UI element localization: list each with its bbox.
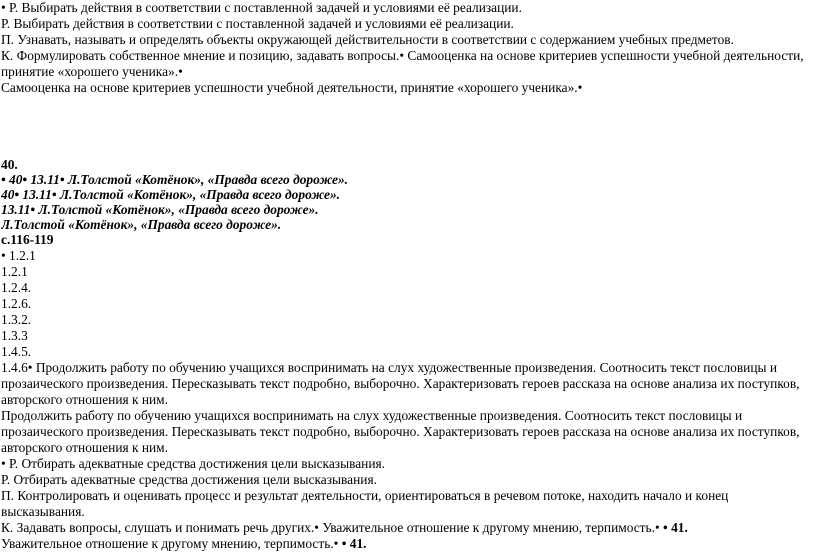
text-line: Продолжить работу по обучению учащихся воспринимать на слух художественные произведения. Соотносить текст пословицы и [1, 408, 743, 423]
code-line: • 1.2.1 [1, 248, 36, 263]
text-line: П. Узнавать, называть и определять объекты окружающей действительности в соответствии с содержанием учебных предметов. [1, 32, 734, 47]
text-line: • Р. Выбирать действия в соответствии с поставленной задачей и условиями её реализации. [1, 0, 522, 15]
lesson-number-next: • 41. [659, 520, 688, 535]
code-line: 1.4.5. [1, 344, 32, 359]
text-line: Самооценка на основе критериев успешности учебной деятельности, принятие «хорошего ученика».• [1, 80, 583, 95]
text-line [1, 520, 813, 536]
text-line: высказывания. [1, 504, 85, 519]
lesson-title-line: Л.Толстой «Котёнок», «Правда всего дороже». [1, 217, 282, 232]
code-line: 1.2.4. [1, 280, 32, 295]
text-line-content: Уважительное отношение к другому мнению, терпимость.• [1, 536, 339, 551]
code-line: 1.3.3 [1, 328, 28, 343]
text-line: К. Формулировать собственное мнение и позицию, задавать вопросы.• Самооценка на основе критериев успешности учебной деятельности, [1, 48, 804, 63]
text-line: 1.4.6• Продолжить работу по обучению учащихся воспринимать на слух художественные произведения. Соотносить текст пословицы и [1, 360, 777, 375]
lesson-number: 40. [1, 157, 18, 172]
code-line: 1.3.2. [1, 312, 32, 327]
page-range: с.116-119 [1, 232, 54, 247]
text-line [1, 536, 813, 552]
code-line: 1.2.1 [1, 264, 28, 279]
text-line: Р. Отбирать адекватные средства достижения цели высказывания. [1, 472, 377, 487]
lesson-number-next: • 41. [338, 536, 367, 551]
text-line: Р. Выбирать действия в соответствии с поставленной задачей и условиями её реализации. [1, 16, 514, 31]
lesson-title-line: 40• 13.11• Л.Толстой «Котёнок», «Правда всего дороже». [1, 187, 340, 202]
text-line: авторского отношения к ним. [1, 392, 168, 407]
text-line: • Р. Отбирать адекватные средства достижения цели высказывания. [1, 456, 385, 471]
text-line: прозаического произведения. Пересказывать текст подробно, выборочно. Характеризовать героев рассказа на основе анализа их поступков, [1, 424, 800, 439]
text-line: П. Контролировать и оценивать процесс и результат деятельности, ориентироваться в речевом потоке, находить начало и конец [1, 488, 729, 503]
lesson-title-line: • 40• 13.11• Л.Толстой «Котёнок», «Правда всего дороже». [1, 172, 349, 187]
text-line: прозаического произведения. Пересказывать текст подробно, выборочно. Характеризовать героев рассказа на основе анализа их поступков, [1, 376, 800, 391]
text-line: принятие «хорошего ученика».• [1, 64, 183, 79]
lesson-title-line: 13.11• Л.Толстой «Котёнок», «Правда всего дороже». [1, 202, 319, 217]
code-line: 1.2.6. [1, 296, 32, 311]
text-line: авторского отношения к ним. [1, 440, 168, 455]
text-line-content: К. Задавать вопросы, слушать и понимать речь других.• Уважительное отношение к другому мнению, терпимость.• [1, 520, 660, 535]
